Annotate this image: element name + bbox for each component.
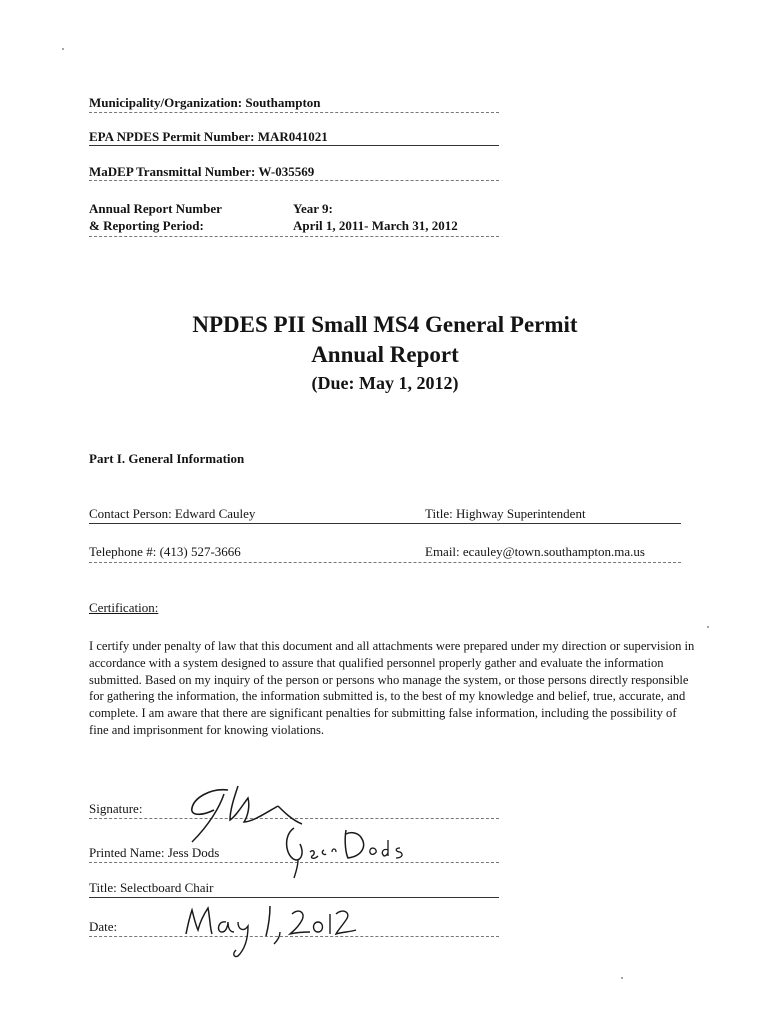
certification-text: I certify under penalty of law that this document and all attachments were prepared under my direction or supervision in accordance with a system designed to assure that qualified personnel properly gather and evaluate the information submitted. Based on my inquiry of the person or persons who manage the system, or those persons directly responsible for gathering the information, the information submitted is, to the best of my knowledge and belief, true, accurate, and complete. I am aware that there are significant penalties for submitting false information, including the possibility of fine and imprisonment for knowing violations. xyxy=(89,639,695,737)
municipality-line xyxy=(89,94,499,111)
report-label-line2: & Reporting Period: xyxy=(89,218,204,233)
contact-underline xyxy=(89,523,681,524)
signature-label: Signature: xyxy=(89,801,143,816)
municipality-text: Municipality/Organization: Southampton xyxy=(89,95,321,110)
certification-heading: Certification: xyxy=(89,600,159,615)
report-due-date: (Due: May 1, 2012) xyxy=(311,373,459,393)
permit-text: EPA NPDES Permit Number: MAR041021 xyxy=(89,129,328,144)
scan-speck xyxy=(621,977,623,979)
period-text: April 1, 2011- March 31, 2012 xyxy=(293,218,458,233)
report-number-label xyxy=(89,200,279,234)
report-underline xyxy=(89,236,499,237)
reporting-period xyxy=(293,200,503,234)
signer-title: Title: Selectboard Chair xyxy=(89,880,214,895)
permit-underline xyxy=(89,145,499,146)
report-title-line1: NPDES PII Small MS4 General Permit xyxy=(192,312,578,337)
contact-title: Title: Highway Superintendent xyxy=(425,506,586,521)
date-label: Date: xyxy=(89,919,118,934)
telephone-underline xyxy=(89,562,681,563)
permit-line xyxy=(89,128,499,145)
handwritten-name xyxy=(280,822,430,880)
municipality-underline xyxy=(89,112,499,113)
transmittal-line xyxy=(89,163,499,180)
scan-speck xyxy=(707,626,709,628)
signer-title-underline xyxy=(89,897,499,898)
transmittal-underline xyxy=(89,180,499,181)
printed-name: Printed Name: Jess Dods xyxy=(89,845,220,860)
contact-person: Contact Person: Edward Cauley xyxy=(89,506,256,521)
handwritten-date xyxy=(180,900,360,960)
transmittal-text: MaDEP Transmittal Number: W-035569 xyxy=(89,164,315,179)
scan-speck xyxy=(62,48,64,50)
year-text: Year 9: xyxy=(293,201,333,216)
part1-heading: Part I. General Information xyxy=(89,451,245,466)
email: Email: ecauley@town.southampton.ma.us xyxy=(425,544,645,559)
report-label-line1: Annual Report Number xyxy=(89,201,222,216)
telephone: Telephone #: (413) 527-3666 xyxy=(89,544,241,559)
report-title-line2: Annual Report xyxy=(311,342,459,367)
